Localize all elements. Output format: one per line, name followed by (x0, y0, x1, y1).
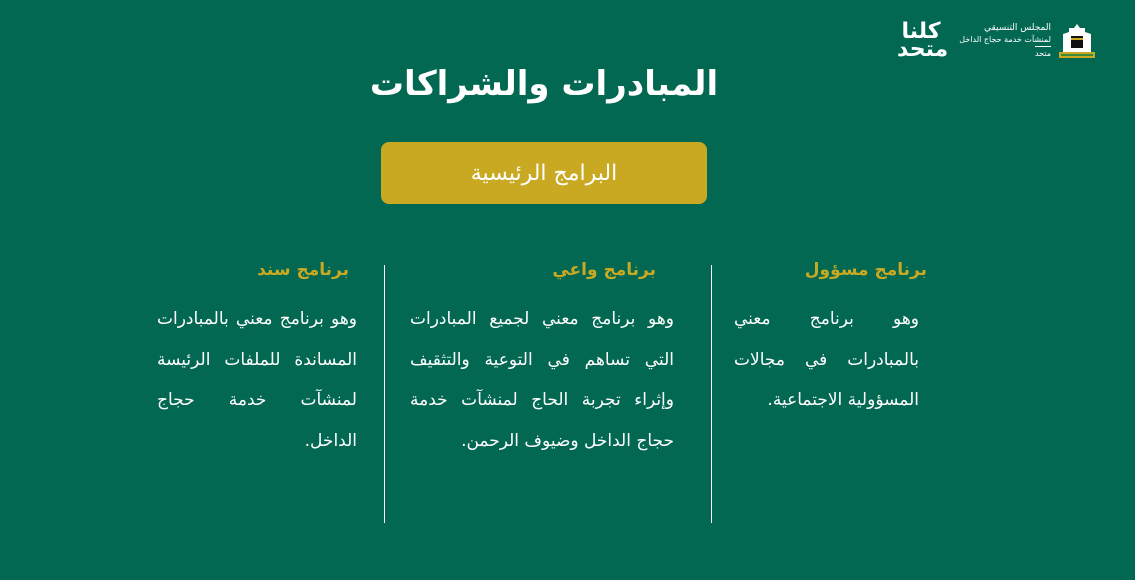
program-waei (410, 259, 674, 461)
main-programs-button[interactable] (381, 142, 707, 204)
column-divider (711, 265, 712, 523)
program-description: وهو برنامج معني بالمبادرات المساندة للملفات الرئيسة لمنشآت خدمة حجاج الداخل. (157, 309, 357, 451)
program-description: وهو برنامج معني بالمبادرات في مجالات المسؤولية الاجتماعية. (734, 309, 919, 410)
kalima-logo-text: كلنا متحد (897, 19, 949, 62)
program-title: برنامج سند (257, 260, 349, 280)
logo-line-2: لمنشآت خدمة حجاج الداخل (959, 35, 1051, 44)
page-title: المبادرات والشراكات (369, 64, 719, 104)
program-title: برنامج مسؤول (804, 260, 927, 280)
council-logo-text (955, 22, 1051, 60)
program-title: برنامج واعي (552, 260, 656, 280)
column-divider (384, 265, 385, 523)
kalima-logo-mark (897, 19, 949, 62)
program-masool (734, 259, 927, 421)
program-description: وهو برنامج معني لجميع المبادرات التي تساهم في التوعية والتثقيف وإثراء تجربة الحاج لمنشآت خدمة حجاج الداخل وضيوف الرحمن. (410, 309, 674, 451)
main-programs-label: البرامج الرئيسية (470, 160, 618, 186)
program-sanad (157, 259, 357, 461)
header-logo (897, 19, 1097, 62)
logo-line-1: المجلس التنسيقي (983, 23, 1051, 33)
kaaba-emblem-icon (1057, 22, 1097, 60)
logo-line-3: متحد (1035, 46, 1051, 60)
